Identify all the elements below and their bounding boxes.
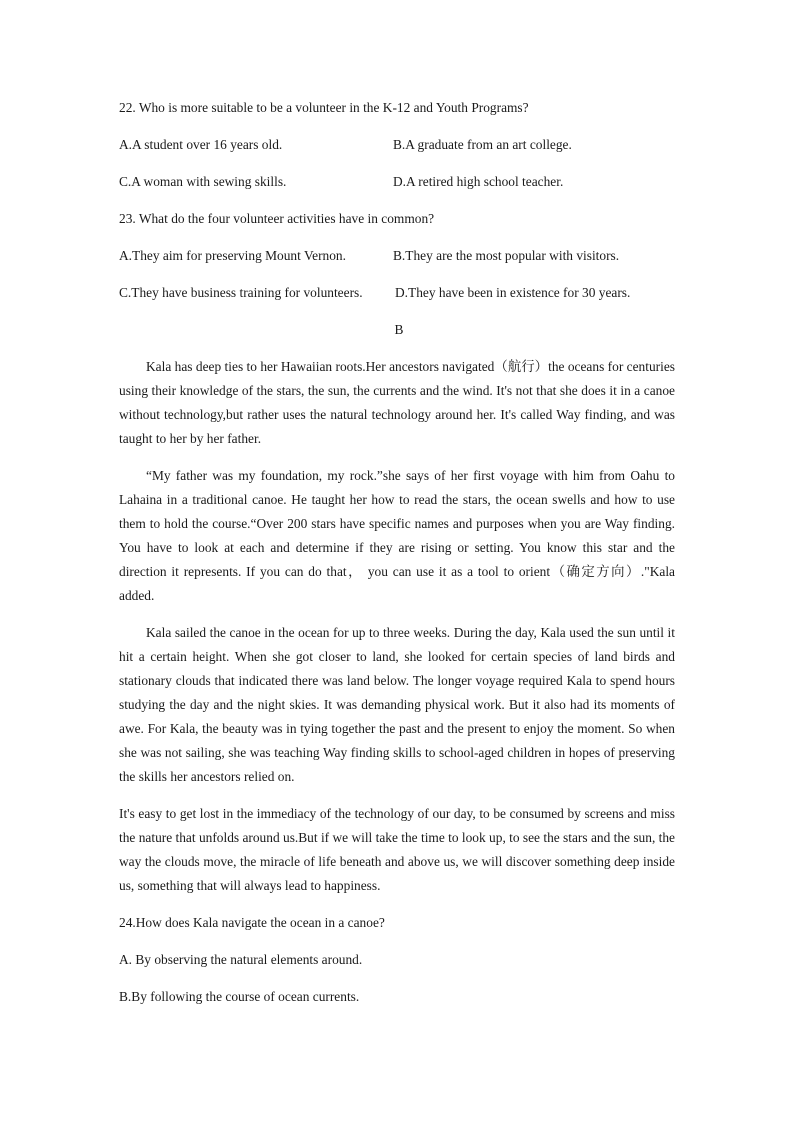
question-23-option-a: A.They aim for preserving Mount Vernon. <box>119 248 346 263</box>
question-22-option-d: D.A retired high school teacher. <box>393 174 564 189</box>
question-23-options-row-2 <box>119 281 675 305</box>
question-24-option-a: A. By observing the natural elements around. <box>119 952 363 967</box>
question-22-option-a: A.A student over 16 years old. <box>119 137 283 152</box>
question-23: 23. What do the four volunteer activities have in common? <box>119 211 435 226</box>
question-22-options-row-2 <box>119 170 675 194</box>
question-23-option-c: C.They have business training for volunteers. <box>119 285 363 300</box>
question-22: 22. Who is more suitable to be a volunteer in the K-12 and Youth Programs? <box>119 100 529 115</box>
passage-paragraph-2: “My father was my foundation, my rock.”she says of her first voyage with him from Oahu to Lahaina in a traditional canoe. He taught her how to read the stars, the ocean swells and how to use them to hold the course.“Over 200 stars have specific names and purposes when you are Way finding. You have to look at each and determine if they are rising or setting. You know this star and the direction it represents. If you can do that， you can use it as a tool to orient（确定方向）."Kala added. <box>119 468 675 603</box>
passage-paragraph-1: Kala has deep ties to her Hawaiian roots.Her ancestors navigated（航行）the oceans for centuries using their knowledge of the stars, the sun, the currents and the wind. It's not that she does it in a canoe without technology,but rather uses the natural technology around her. It's called Way finding, and was taught to her by her father. <box>119 359 675 446</box>
passage-paragraph-4: It's easy to get lost in the immediacy of the technology of our day, to be consumed by screens and miss the nature that unfolds around us.But if we will take the time to look up, to see the stars and the sun, the way the clouds move, the miracle of life beneath and above us, we will discover something deep inside us, something that will always lead to happiness. <box>119 806 675 893</box>
question-24: 24.How does Kala navigate the ocean in a canoe? <box>119 915 385 930</box>
question-22-option-c: C.A woman with sewing skills. <box>119 174 287 189</box>
question-24-option-b: B.By following the course of ocean currents. <box>119 989 360 1004</box>
question-23-option-d: D.They have been in existence for 30 years. <box>395 285 631 300</box>
question-22-options-row-1 <box>119 133 675 157</box>
section-heading-b: B <box>394 322 404 337</box>
question-22-option-b: B.A graduate from an art college. <box>393 137 572 152</box>
question-23-options-row-1 <box>119 244 675 268</box>
passage-paragraph-3: Kala sailed the canoe in the ocean for up to three weeks. During the day, Kala used the sun until it hit a certain height. When she got closer to land, she looked for certain species of land birds and stationary clouds that indicated there was land below. The longer voyage required Kala to spend hours studying the day and the night skies. It was demanding physical work. But it also had its moments of awe. For Kala, the beauty was in tying together the past and the present to enjoy the moment. So when she was not sailing, she was teaching Way finding skills to school-aged children in hopes of preserving the skills her ancestors relied on. <box>119 625 675 784</box>
question-23-option-b: B.They are the most popular with visitors. <box>393 248 620 263</box>
document-page <box>119 96 675 1022</box>
